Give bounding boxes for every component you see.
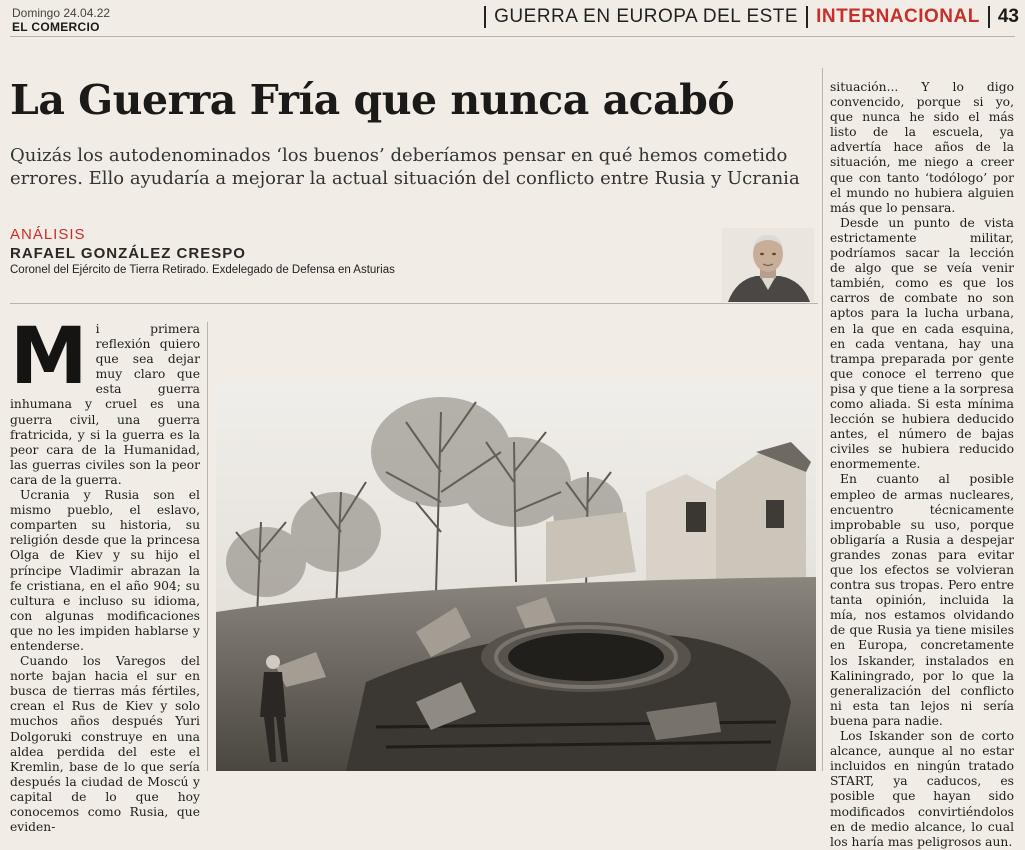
masthead-left [12,6,110,34]
paragraph: Ucrania y Rusia son el mismo pueblo, el eslavo, comparten su historia, su religión desde que la princesa Olga de Kiev y su hijo el príncipe Vladimir abrazan la fe cristiana, en el año 904; su cultura e incluso su idioma, con algunas modificaciones que no les impiden hablarse y entenderse. [10,488,200,653]
category-divider [806,6,808,28]
war-scene-image [216,382,816,771]
paragraph: En cuanto al posible empleo de armas nucleares, encuentro técnicamente improbable su uso, porque obligaría a Rusia a despejar grandes zonas para evitar que los efectos se volvieran contra sus tropas. Pero entre tanta opinión, incluida la mía, nos estamos olvidando de que Rusia ya tiene misiles en Europa, concretamente los Iskander, instalados en Kaliningrado, por lo que la generalización del conflicto ni esta tan lejos ni sería buena para nadie. [830,472,1014,728]
author-name: RAFAEL GONZÁLEZ CRESPO [10,245,246,262]
paragraph: situación... Y lo digo convencido, porque si yo, que nunca he sido el más listo de la escuela, ya advertía hace años de la situación, me niego a creer que con tanto ‘todólogo’ por el mundo no hubiera alguien más que lo pensara. [830,80,1014,215]
article-headline: La Guerra Fría que nunca acabó [10,76,735,124]
paragraph: Cuando los Varegos del norte bajan hacia el sur en busca de tierras más fértiles, crean el Rus de Kiev y solo muchos años después Yuri Dolgoruki construye en una aldea perdida del este el Kremlin, base de lo que sería después la ciudad de Moscú y capital de lo que hoy conocemos como Rusia, que eviden- [10,654,200,835]
section-divider [484,6,486,28]
page-number: 43 [997,6,1019,27]
category-label: INTERNACIONAL [816,6,980,27]
left-column-rule [207,322,208,771]
drop-cap: M [10,312,88,402]
article-subhead: Quizás los autodenominados ‘los buenos’ deberíamos pensar en qué hemos cometido errores. Ello ayudaría a mejorar la actual situación del conflicto entre Rusia y Ucrania [10,145,800,190]
issue-date: Domingo 24.04.22 [12,6,111,20]
left-column [10,312,200,835]
author-role: Coronel del Ejército de Tierra Retirado. Exdelegado de Defensa en Asturias [10,264,395,276]
paper-name: EL COMERCIO [12,20,100,34]
paragraph: i primera reflexión quiero que sea dejar muy claro que esta guerra inhumana y cruel es una guerra civil, una guerra fratricida, y si la guerra es la peor cara de la Humanidad, las guerras civiles son la peor cara de la guerra. [10,322,200,487]
portrait-image [722,228,814,302]
article-kicker: ANÁLISIS [10,226,86,243]
masthead-right [476,6,1019,28]
section-label: GUERRA EN EUROPA DEL ESTE [494,6,799,27]
news-photo [216,382,816,771]
header-rule [10,36,1015,37]
right-column-rule [822,68,823,771]
byline-rule [10,303,818,304]
right-column [830,80,1014,849]
paragraph: Los Iskander son de corto alcance, aunque al no estar incluidos en ningún tratado START, ya caducos, es posible que hayan sido modificados convirtiéndolos en de medio alcance, lo cual los haría mas peligrosos aun. [830,729,1014,849]
paragraph: Desde un punto de vista estrictamente militar, podríamos sacar la lección de algo que se veía venir también, como es que los carros de combate no son aptos para la lucha urbana, en la que en cada esquina, en cada ventana, hay una trampa preparada por gente que conoce el terreno que pisa y que tiene a la sorpresa como aliada. Si esta mínima lección se hubiera deducido antes, el número de bajas civiles se hubiera reducido enormemente. [830,215,1014,472]
page-number-divider [988,6,990,28]
author-portrait [722,228,814,302]
